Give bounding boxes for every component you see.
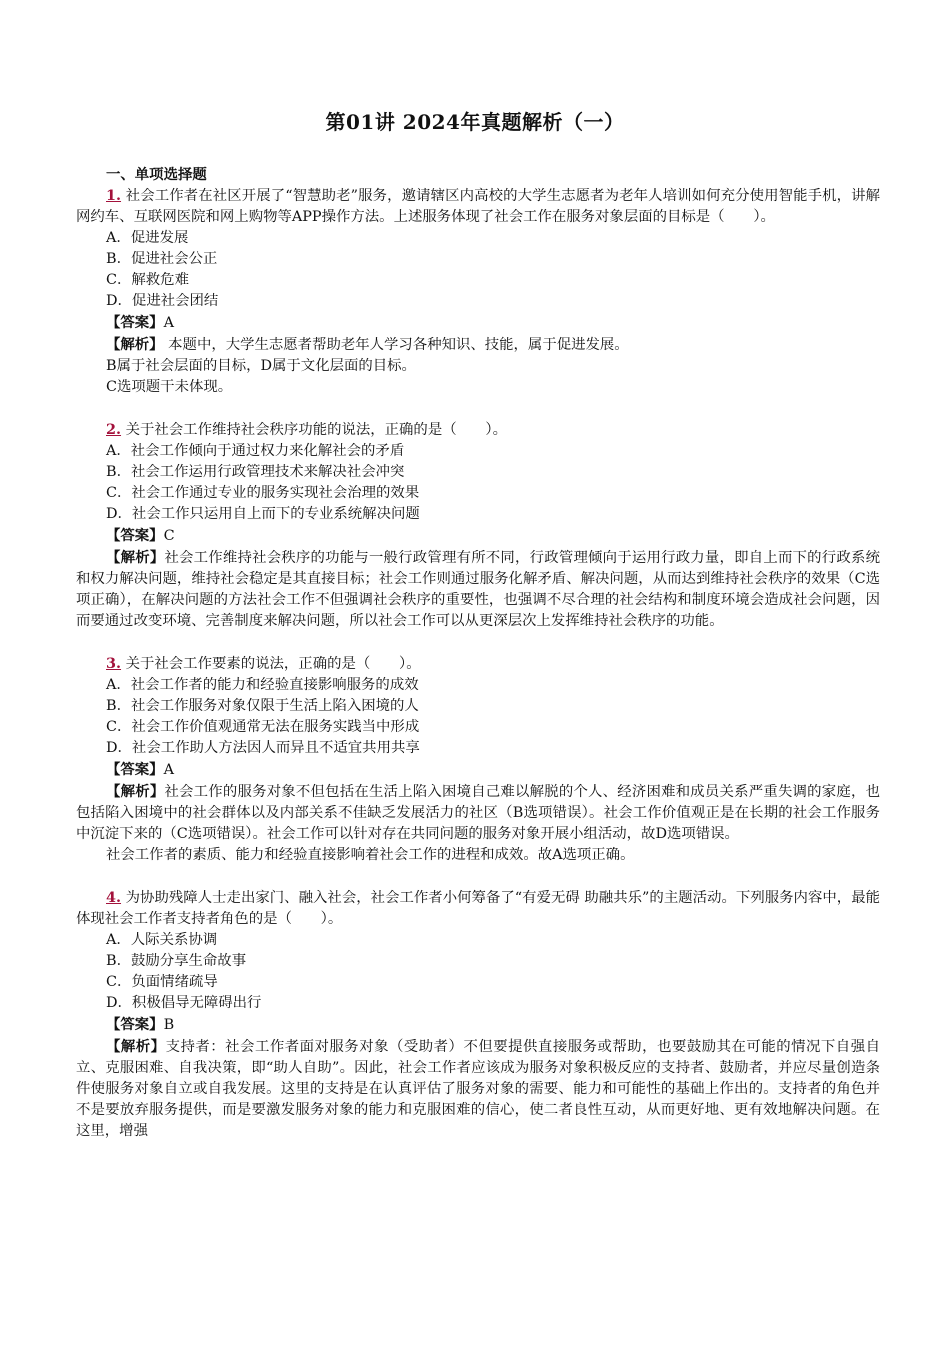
answer-value: A xyxy=(163,762,174,778)
option-c: C．社会工作价值观通常无法在服务实践当中形成 xyxy=(106,719,420,735)
analysis xyxy=(106,334,880,356)
question-number[interactable]: 2. xyxy=(106,421,122,438)
question-1 xyxy=(76,185,880,398)
question-number[interactable]: 3. xyxy=(106,655,122,672)
answer xyxy=(106,525,880,547)
option-d: D．社会工作只运用自上而下的专业系统解决问题 xyxy=(106,506,420,522)
option-d: D．社会工作助人方法因人而异且不适宜共用共享 xyxy=(106,740,420,756)
analysis-text: 本题中，大学生志愿者帮助老年人学习各种知识、技能，属于促进发展。 xyxy=(168,337,629,353)
answer-tag: 【答案】 xyxy=(106,527,164,544)
analysis xyxy=(76,781,880,845)
question-2 xyxy=(76,419,880,632)
option-d: D．促进社会团结 xyxy=(106,293,219,309)
question-stem xyxy=(76,653,880,675)
option-c: C．负面情绪疏导 xyxy=(106,974,218,990)
answer xyxy=(106,1014,880,1036)
analysis-tag: 【解析】 xyxy=(106,783,165,800)
option-a: A．促进发展 xyxy=(106,230,189,246)
analysis xyxy=(76,1036,880,1142)
analysis xyxy=(76,547,880,632)
answer-value: C xyxy=(163,528,175,544)
option-d: D．积极倡导无障碍出行 xyxy=(106,995,262,1011)
option-a: A．社会工作者的能力和经验直接影响服务的成效 xyxy=(106,677,419,693)
answer-value: A xyxy=(163,315,174,331)
page-title: 第01讲 2024年真题解析（一） xyxy=(325,110,625,134)
answer-value: B xyxy=(163,1017,175,1033)
question-stem xyxy=(76,419,880,441)
question-text: 关于社会工作要素的说法，正确的是（ ）。 xyxy=(125,656,421,672)
analysis-text: 社会工作的服务对象不但包括在生活上陷入困境自己难以解脱的个人、经济困难和成员关系严重失调的家庭，也包括陷入困境中的社会群体以及内部关系不佳缺乏发展活力的社区（B选项错误）。社会工作价值观正是在长期的社会工作服务中沉淀下来的（C选项错误）。社会工作可以针对存在共同问题的服务对象开展小组活动，故D选项错误。 xyxy=(76,784,880,842)
option-a: A．人际关系协调 xyxy=(106,932,218,948)
question-text: 为协助残障人士走出家门、融入社会，社会工作者小何筹备了“有爱无碍 助融共乐”的主题活动。下列服务内容中，最能体现社会工作者支持者角色的是（ ）。 xyxy=(76,890,881,927)
question-3 xyxy=(76,653,880,866)
question-4 xyxy=(76,887,880,1142)
analysis-line-2: B属于社会层面的目标，D属于文化层面的目标。 xyxy=(106,358,416,374)
analysis-text: 社会工作维持社会秩序的功能与一般行政管理有所不同，行政管理倾向于运用行政力量，即自上而下的行政系统和权力解决问题，维持社会稳定是其直接目标；社会工作则通过服务化解矛盾、解决问题，从而达到维持社会秩序的效果（C选项正确），在解决问题的方法社会工作不但强调社会秩序的重要性，也强调不尽合理的社会结构和制度环境会造成社会问题，因而要通过改变环境、完善制度来解决问题，所以社会工作可以从更深层次上发挥维持社会秩序的功能。 xyxy=(76,550,880,629)
answer-tag: 【答案】 xyxy=(106,1016,164,1033)
document-body xyxy=(76,164,880,1142)
option-b: B．鼓励分享生命故事 xyxy=(106,953,247,969)
analysis-tag: 【解析】 xyxy=(106,1038,166,1055)
question-stem xyxy=(76,185,880,228)
option-b: B．社会工作运用行政管理技术来解决社会冲突 xyxy=(106,464,405,480)
section-heading: 一、单项选择题 xyxy=(106,166,207,183)
option-a: A．社会工作倾向于通过权力来化解社会的矛盾 xyxy=(106,443,405,459)
question-text: 关于社会工作维持社会秩序功能的说法，正确的是（ ）。 xyxy=(125,422,507,438)
question-stem xyxy=(76,887,880,930)
question-text: 社会工作者在社区开展了“智慧助老”服务，邀请辖区内高校的大学生志愿者为老年人培训如何充分使用智能手机，讲解网约车、互联网医院和网上购物等APP操作方法。上述服务体现了社会工作在服务对象层面的目标是（ ）。 xyxy=(76,188,880,225)
option-b: B．社会工作服务对象仅限于生活上陷入困境的人 xyxy=(106,698,419,714)
option-c: C．解救危难 xyxy=(106,272,189,288)
analysis-line-2: 社会工作者的素质、能力和经验直接影响着社会工作的进程和成效。故A选项正确。 xyxy=(106,847,635,863)
answer xyxy=(106,759,880,781)
answer xyxy=(106,312,880,334)
option-b: B．促进社会公正 xyxy=(106,251,218,267)
answer-tag: 【答案】 xyxy=(106,761,164,778)
question-number[interactable]: 1. xyxy=(106,187,122,204)
analysis-tag: 【解析】 xyxy=(106,549,165,566)
question-number[interactable]: 4. xyxy=(106,889,122,906)
answer-tag: 【答案】 xyxy=(106,314,164,331)
analysis-tag: 【解析】 xyxy=(106,336,164,353)
option-c: C．社会工作通过专业的服务实现社会治理的效果 xyxy=(106,485,420,501)
analysis-text: 支持者：社会工作者面对服务对象（受助者）不但要提供直接服务或帮助，也要鼓励其在可能的情况下自强自立、克服困难、自我决策，即“助人自助”。因此，社会工作者应该成为服务对象积极反应的支持者、鼓励者，并应尽量创造条件使服务对象自立或自我发展。这里的支持是在认真评估了服务对象的需要、能力和可能性的基础上作出的。支持者的角色并不是要放弃服务提供，而是要激发服务对象的能力和克服困难的信心，使二者良性互动，从而更好地、更有效地解决问题。在这里，增强 xyxy=(76,1039,880,1139)
analysis-line-3: C选项题干未体现。 xyxy=(106,379,233,395)
